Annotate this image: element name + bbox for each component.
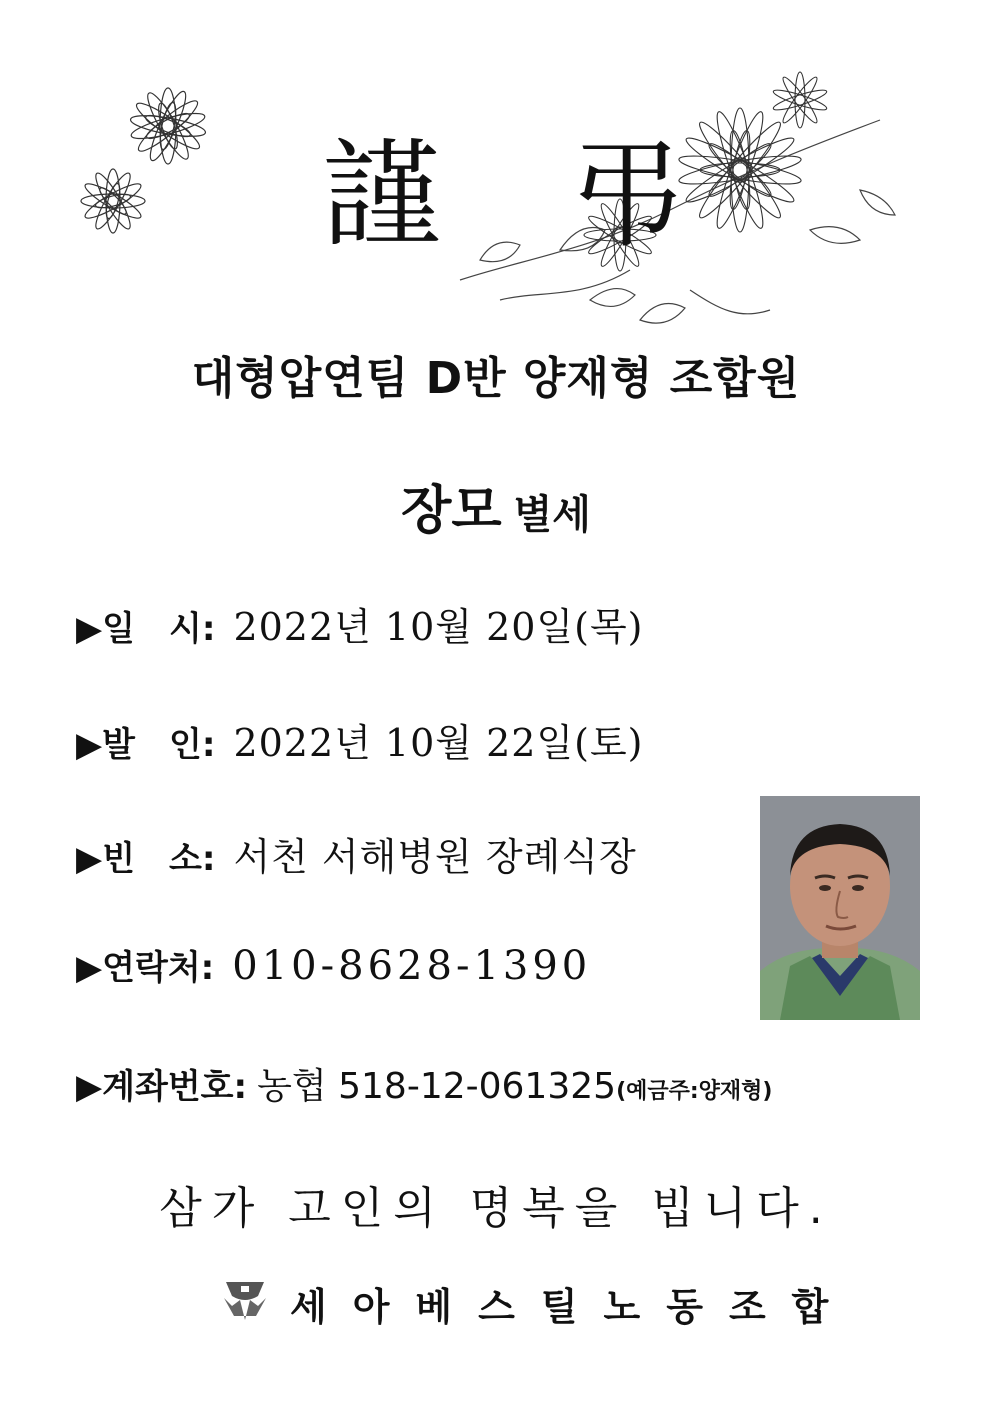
date-value: 2022년 10월 20일(목) [233,605,644,649]
info-row-burial [76,712,644,767]
title-char-1: 謹 [322,126,441,264]
union-name: 세아베스틸노동조합 [290,1285,855,1329]
burial-value: 2022년 10월 22일(토) [233,721,644,765]
title-char-2: 弔 [568,126,687,264]
contact-label: ▶연락처: [76,948,215,988]
union-logo-icon [222,1276,268,1322]
closing-message: 삼가 고인의 명복을 빕니다. [159,1183,833,1234]
place-label: ▶빈 소: [76,839,216,879]
account-value: 농협 518-12-061325 [257,1066,617,1107]
passing-label: 별세 [513,492,591,538]
date-label: ▶일 시: [76,609,216,649]
burial-label: ▶발 인: [76,725,216,765]
announcement-subtitle [0,468,992,543]
deceased-relation: 장모 [401,481,502,541]
info-row-contact [76,940,591,989]
member-headline: 대형압연팀 D반 양재형 조합원 [191,353,801,404]
place-value: 서천 서해병원 장례식장 [233,835,637,879]
footer [0,1272,992,1332]
account-holder: (예금주:양재형) [616,1079,773,1104]
account-label: ▶계좌번호: [76,1067,248,1107]
info-row-date [76,596,644,651]
contact-value: 010-8628-1390 [232,943,592,989]
member-portrait-photo [760,796,920,1020]
condolence-title [0,126,992,264]
info-row-place [76,826,637,881]
info-row-account [76,1058,772,1109]
